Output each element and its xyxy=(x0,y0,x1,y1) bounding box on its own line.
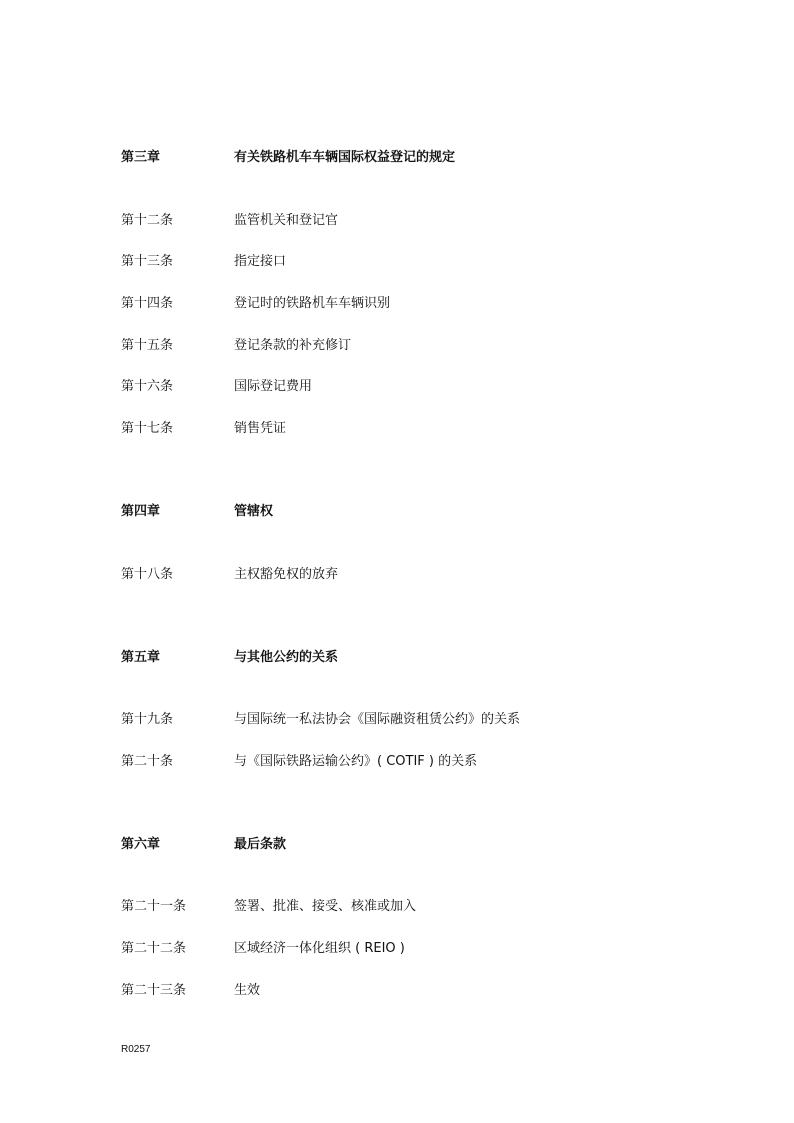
article-title: 与《国际铁路运输公约》( COTIF ) 的关系 xyxy=(234,754,478,769)
article-number: 第二十一条 xyxy=(121,899,187,914)
article-title: 指定接口 xyxy=(234,254,287,269)
chapter-number: 第六章 xyxy=(121,837,161,852)
chapter-title: 有关铁路机车车辆国际权益登记的规定 xyxy=(234,150,456,165)
article-number: 第二十三条 xyxy=(121,983,187,998)
toc-row-article-17 xyxy=(121,419,681,439)
article-title: 生效 xyxy=(234,983,261,998)
chapter-title: 最后条款 xyxy=(234,837,287,852)
article-number: 第十四条 xyxy=(121,296,174,311)
toc-row-article-14 xyxy=(121,294,681,314)
toc-row-article-20 xyxy=(121,752,681,772)
toc-row-article-23 xyxy=(121,981,681,1001)
chapter-number: 第五章 xyxy=(121,650,161,665)
toc-row-article-19 xyxy=(121,710,681,730)
toc-row-article-15 xyxy=(121,336,681,356)
toc-row-article-21 xyxy=(121,897,681,917)
toc-row-article-18 xyxy=(121,565,681,585)
article-title: 国际登记费用 xyxy=(234,379,313,394)
article-number: 第十八条 xyxy=(121,567,174,582)
toc-row-article-12 xyxy=(121,211,681,231)
chapter-title: 与其他公约的关系 xyxy=(234,650,339,665)
article-number: 第二十二条 xyxy=(121,941,187,956)
toc-row-chapter-4 xyxy=(121,502,681,522)
chapter-number: 第三章 xyxy=(121,150,161,165)
chapter-title: 管辖权 xyxy=(234,504,274,519)
article-title: 登记条款的补充修订 xyxy=(234,338,352,353)
article-number: 第十九条 xyxy=(121,712,174,727)
article-title: 与国际统一私法协会《国际融资租赁公约》的关系 xyxy=(234,712,521,727)
toc-row-article-22 xyxy=(121,939,681,959)
toc-row-chapter-6 xyxy=(121,835,681,855)
article-number: 第十七条 xyxy=(121,421,174,436)
article-number: 第十五条 xyxy=(121,338,174,353)
article-title: 登记时的铁路机车车辆识别 xyxy=(234,296,391,311)
toc-row-chapter-3 xyxy=(121,148,681,168)
toc-row-article-13 xyxy=(121,252,681,272)
article-number: 第二十条 xyxy=(121,754,174,769)
article-title: 主权豁免权的放弃 xyxy=(234,567,339,582)
chapter-number: 第四章 xyxy=(121,504,161,519)
article-title: 区域经济一体化组织 ( REIO ) xyxy=(234,941,405,956)
article-title: 销售凭证 xyxy=(234,421,287,436)
toc-row-chapter-5 xyxy=(121,648,681,668)
article-title: 签署、批准、接受、核准或加入 xyxy=(234,899,417,914)
toc-row-article-16 xyxy=(121,377,681,397)
article-number: 第十二条 xyxy=(121,213,174,228)
article-number: 第十三条 xyxy=(121,254,174,269)
article-number: 第十六条 xyxy=(121,379,174,394)
document-code: R0257 xyxy=(121,1044,151,1055)
article-title: 监管机关和登记官 xyxy=(234,213,339,228)
